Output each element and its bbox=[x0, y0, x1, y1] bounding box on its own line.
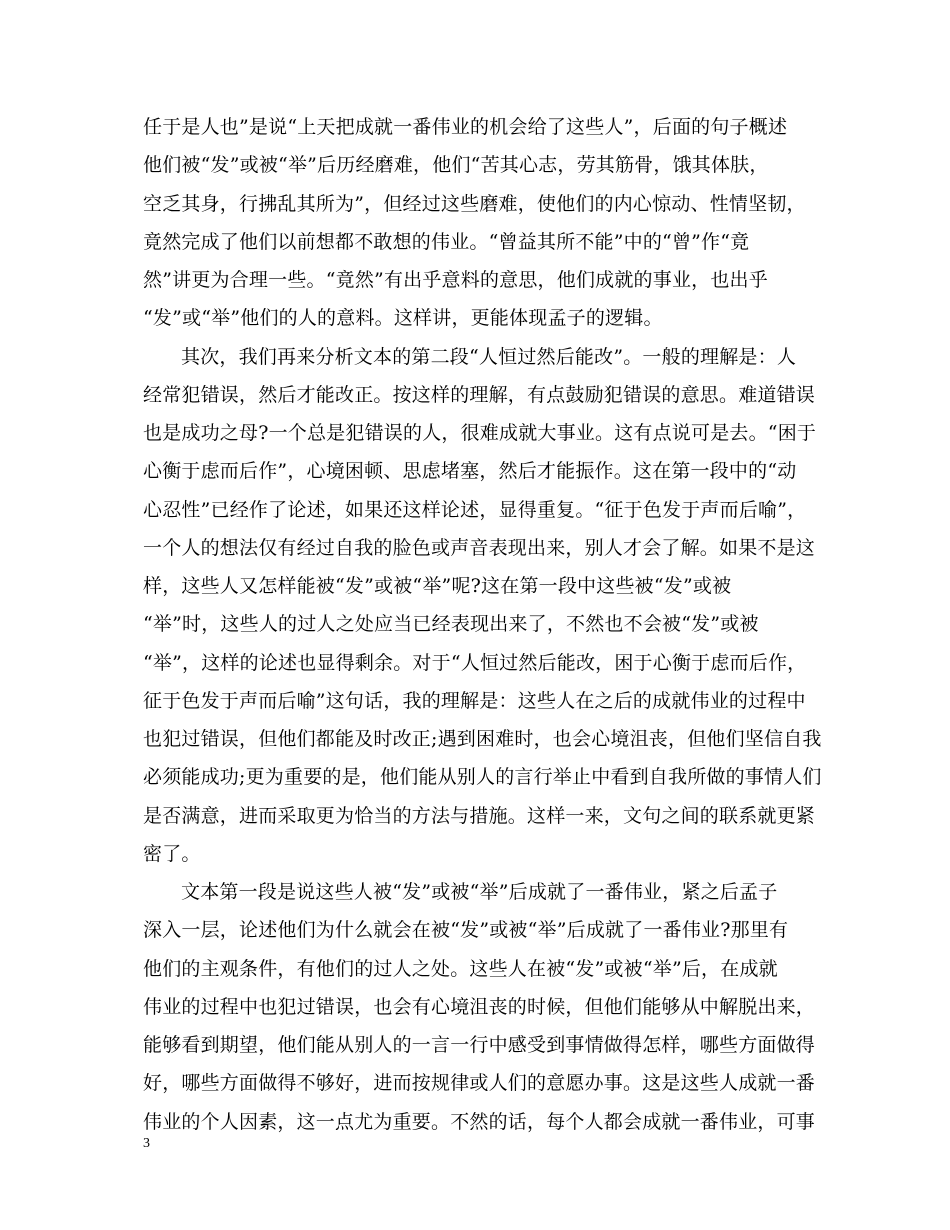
text-line: 他们被“发”或被“举”后历经磨难，他们“苦其心志，劳其筋骨，饿其体肤， bbox=[143, 154, 769, 177]
text-line: 样，这些人又怎样能被“发”或被“举”呢?这在第一段中这些被“发”或被 bbox=[143, 575, 732, 597]
text-line: 一个人的想法仅有经过自我的脸色或声音表现出来，别人才会了解。如果不是这 bbox=[143, 536, 816, 559]
paragraph-first-line: 文本第一段是说这些人被“发”或被“举”后成就了一番伟业，紧之后孟子 bbox=[181, 881, 778, 903]
text-line: 深入一层，论述他们为什么就会在被“发”或被“举”后成就了一番伟业?那里有 bbox=[143, 919, 789, 942]
text-line: 心衡于虑而后作”，心境困顿、思虑堵塞，然后才能振作。这在第一段中的“动 bbox=[143, 460, 797, 483]
text-line: “举”，这样的论述也显得剩余。对于“人恒过然后能改，困于心衡于虑而后作， bbox=[143, 651, 807, 674]
text-line: 能够看到期望，他们能从别人的一言一行中感受到事情做得怎样，哪些方面做得 bbox=[143, 1034, 816, 1056]
text-line: 也是成功之母?一个总是犯错误的人，很难成就大事业。这有点说可是去。“困于 bbox=[143, 422, 817, 444]
text-line: 是否满意，进而采取更为恰当的方法与措施。这样一来，文句之间的联系就更紧 bbox=[143, 804, 816, 827]
text-line: 竟然完成了他们以前想都不敢想的伟业。“曾益其所不能”中的“曾”作“竟 bbox=[143, 230, 750, 253]
text-line: 任于是人也”是说“上天把成就一番伟业的机会给了这些人”，后面的句子概述 bbox=[143, 116, 788, 138]
text-line: 密了。 bbox=[143, 842, 201, 865]
text-line: 心忍性”已经作了论述，如果还这样论述，显得重复。“征于色发于声而后喻”， bbox=[143, 498, 807, 521]
text-line: 他们的主观条件，有他们的过人之处。这些人在被“发”或被“举”后，在成就 bbox=[143, 957, 778, 980]
paragraph-first-line: 其次，我们再来分析文本的第二段“人恒过然后能改”。一般的理解是：人 bbox=[181, 345, 797, 368]
text-line: “发”或“举”他们的人的意料。这样讲，更能体现孟子的逻辑。 bbox=[143, 307, 663, 330]
body-text bbox=[143, 108, 822, 1141]
text-line: 也犯过错误，但他们都能及时改正;遇到困难时，也会心境沮丧，但他们坚信自我 bbox=[143, 728, 822, 750]
text-line: 必须能成功;更为重要的是，他们能从别人的言行举止中看到自我所做的事情人们 bbox=[143, 766, 822, 789]
text-line: 好，哪些方面做得不够好，进而按规律或人们的意愿办事。这是这些人成就一番 bbox=[143, 1072, 816, 1095]
text-line: 然”讲更为合理一些。“竟然”有出乎意料的意思，他们成就的事业，也出乎 bbox=[143, 269, 768, 291]
text-line: 伟业的个人因素，这一点尤为重要。不然的话，每个人都会成就一番伟业，可事 bbox=[143, 1110, 816, 1133]
text-line: 空乏其身，行拂乱其所为”，但经过这些磨难，使他们的内心惊动、性情坚韧， bbox=[143, 192, 806, 215]
text-line: “举”时，这些人的过人之处应当已经表现出来了，不然也不会被“发”或被 bbox=[143, 613, 759, 636]
text-line: 伟业的过程中也犯过错误，也会有心境沮丧的时候，但他们能够从中解脱出来， bbox=[143, 995, 816, 1018]
page-number: 3 bbox=[143, 1136, 150, 1151]
text-line: 征于色发于声而后喻”这句话，我的理解是：这些人在之后的成就伟业的过程中 bbox=[143, 689, 806, 712]
text-line: 经常犯错误，然后才能改正。按这样的理解，有点鼓励犯错误的意思。难道错误 bbox=[143, 383, 816, 406]
